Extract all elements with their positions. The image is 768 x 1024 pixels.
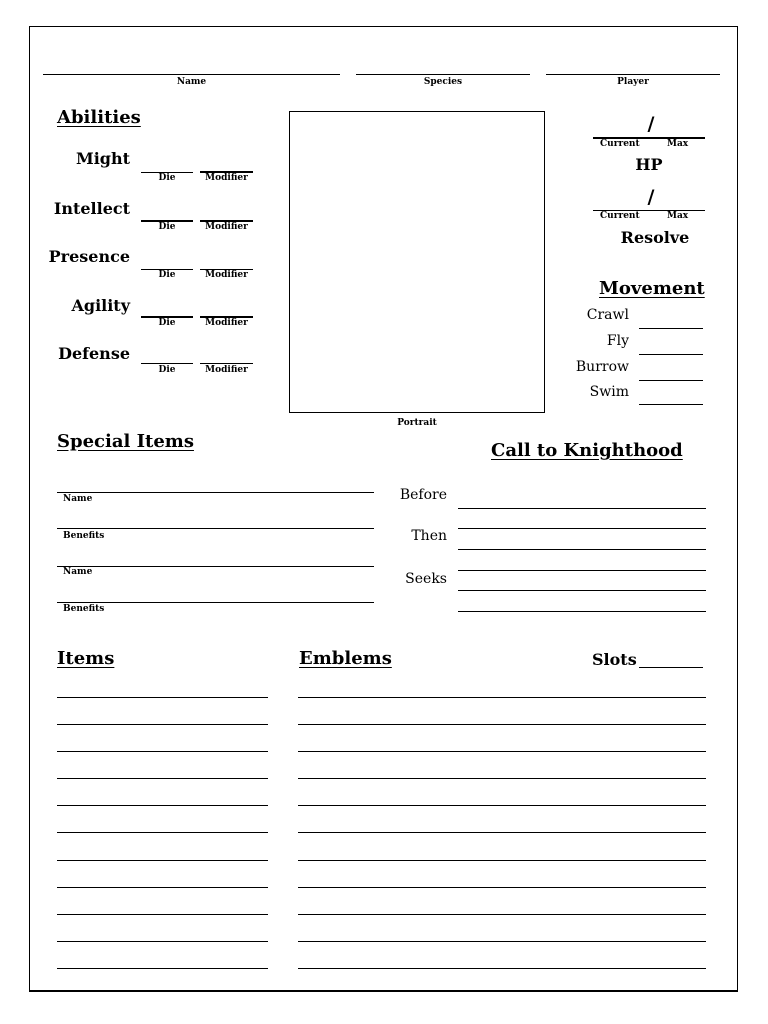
item-line[interactable] bbox=[57, 887, 268, 888]
seeks-field-2[interactable] bbox=[458, 611, 706, 612]
item-line[interactable] bbox=[57, 860, 268, 861]
item-line[interactable] bbox=[57, 805, 268, 806]
emblem-line[interactable] bbox=[298, 860, 706, 861]
fly-field[interactable] bbox=[639, 354, 703, 355]
emblem-line[interactable] bbox=[298, 778, 706, 779]
ability-label-defense: Defense bbox=[58, 344, 130, 363]
knighthood-label-before: Before bbox=[399, 487, 447, 503]
emblem-line[interactable] bbox=[298, 832, 706, 833]
presence-die-label: Die bbox=[158, 270, 176, 280]
presence-modifier-label: Modifier bbox=[205, 270, 248, 280]
ability-label-agility: Agility bbox=[71, 296, 130, 315]
burrow-field[interactable] bbox=[639, 380, 703, 381]
portrait-box[interactable] bbox=[289, 111, 545, 413]
hp-title: HP bbox=[635, 155, 663, 174]
item-line[interactable] bbox=[57, 914, 268, 915]
knighthood-label-seeks: Seeks bbox=[405, 571, 447, 587]
item-line[interactable] bbox=[57, 832, 268, 833]
emblem-line[interactable] bbox=[298, 887, 706, 888]
movement-heading: Movement bbox=[599, 278, 705, 299]
movement-label-swim: Swim bbox=[589, 384, 629, 400]
item-line[interactable] bbox=[57, 968, 268, 969]
before-field[interactable] bbox=[458, 508, 706, 509]
then-field-2[interactable] bbox=[458, 570, 706, 571]
intellect-modifier-label: Modifier bbox=[205, 222, 248, 232]
special-item-1-name-field[interactable] bbox=[57, 492, 374, 493]
before-field-2[interactable] bbox=[458, 528, 706, 529]
ability-label-presence: Presence bbox=[48, 247, 130, 266]
slots-field[interactable] bbox=[639, 667, 703, 668]
movement-label-burrow: Burrow bbox=[575, 359, 629, 375]
agility-modifier-label: Modifier bbox=[205, 318, 248, 328]
player-field[interactable] bbox=[546, 74, 720, 75]
special-item-2-name-label: Name bbox=[63, 567, 93, 577]
knighthood-heading: Call to Knighthood bbox=[491, 440, 683, 461]
emblem-line[interactable] bbox=[298, 914, 706, 915]
ability-label-intellect: Intellect bbox=[53, 199, 130, 218]
defense-die-field[interactable] bbox=[141, 363, 193, 364]
abilities-heading: Abilities bbox=[57, 107, 141, 128]
resolve-max-label: Max bbox=[667, 211, 689, 221]
emblem-line[interactable] bbox=[298, 805, 706, 806]
slots-label: Slots bbox=[592, 650, 637, 669]
defense-modifier-field[interactable] bbox=[200, 363, 253, 364]
name-label: Name bbox=[176, 77, 207, 87]
might-die-label: Die bbox=[158, 173, 176, 183]
player-label: Player bbox=[617, 77, 649, 87]
item-line[interactable] bbox=[57, 941, 268, 942]
knighthood-label-then: Then bbox=[411, 528, 447, 544]
name-field[interactable] bbox=[43, 74, 340, 75]
resolve-title: Resolve bbox=[620, 228, 690, 247]
special-item-1-name-label: Name bbox=[63, 494, 93, 504]
defense-die-label: Die bbox=[158, 365, 176, 375]
emblem-line[interactable] bbox=[298, 751, 706, 752]
item-line[interactable] bbox=[57, 778, 268, 779]
agility-die-label: Die bbox=[158, 318, 176, 328]
emblems-heading: Emblems bbox=[299, 648, 392, 669]
movement-label-crawl: Crawl bbox=[586, 307, 629, 323]
species-field[interactable] bbox=[356, 74, 530, 75]
swim-field[interactable] bbox=[639, 404, 703, 405]
special-item-2-benefits-field[interactable] bbox=[57, 602, 374, 603]
crawl-field[interactable] bbox=[639, 328, 703, 329]
intellect-die-label: Die bbox=[158, 222, 176, 232]
resolve-current-label: Current bbox=[600, 211, 640, 221]
emblem-line[interactable] bbox=[298, 697, 706, 698]
special-item-2-name-field[interactable] bbox=[57, 566, 374, 567]
emblem-line[interactable] bbox=[298, 968, 706, 969]
special-item-2-benefits-label: Benefits bbox=[63, 604, 105, 614]
ability-label-might: Might bbox=[76, 149, 130, 168]
item-line[interactable] bbox=[57, 697, 268, 698]
seeks-field[interactable] bbox=[458, 590, 706, 591]
emblem-line[interactable] bbox=[298, 941, 706, 942]
special-items-heading: Special Items bbox=[57, 431, 194, 452]
species-label: Species bbox=[423, 77, 463, 87]
defense-modifier-label: Modifier bbox=[205, 365, 248, 375]
emblem-line[interactable] bbox=[298, 724, 706, 725]
movement-label-fly: Fly bbox=[606, 333, 629, 349]
portrait-label: Portrait bbox=[397, 418, 437, 428]
hp-current-label: Current bbox=[600, 139, 640, 149]
item-line[interactable] bbox=[57, 751, 268, 752]
items-heading: Items bbox=[57, 648, 115, 669]
then-field[interactable] bbox=[458, 549, 706, 550]
special-item-1-benefits-label: Benefits bbox=[63, 531, 105, 541]
might-modifier-label: Modifier bbox=[205, 173, 248, 183]
resolve-slash: / bbox=[647, 186, 655, 208]
hp-max-label: Max bbox=[667, 139, 689, 149]
special-item-1-benefits-field[interactable] bbox=[57, 528, 374, 529]
item-line[interactable] bbox=[57, 724, 268, 725]
hp-slash: / bbox=[647, 113, 655, 135]
